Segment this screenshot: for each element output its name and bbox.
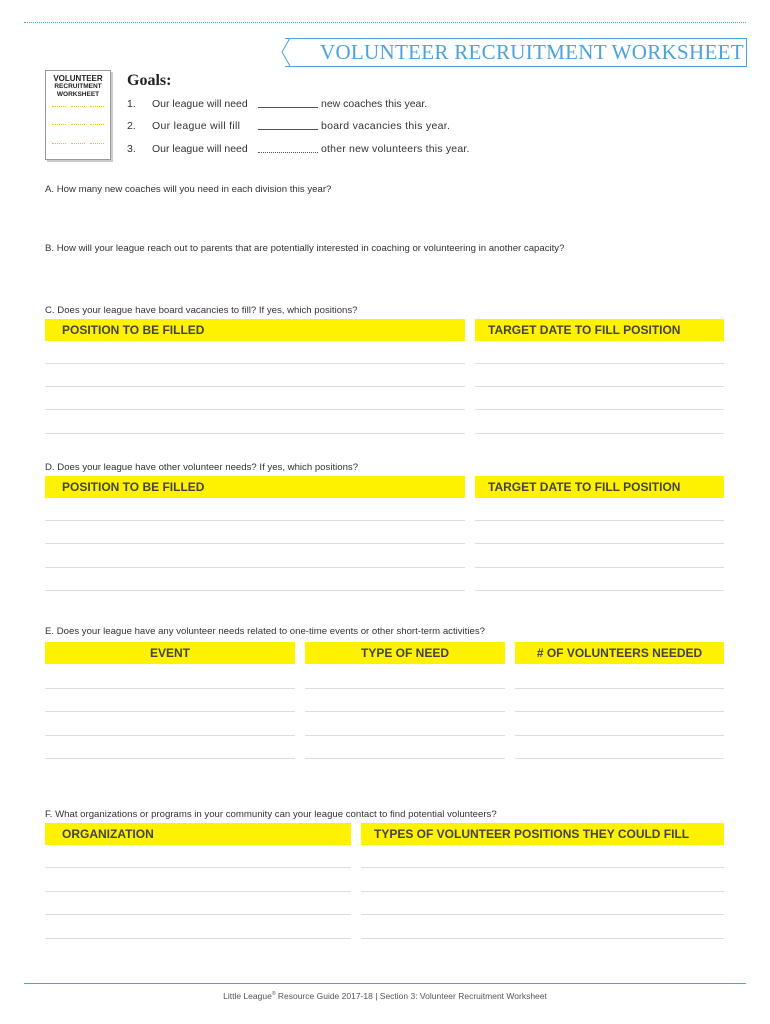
page-title: VOLUNTEER RECRUITMENT WORKSHEET <box>320 40 744 64</box>
question-f: F. What organizations or programs in your community can your league contact to find potential volunteers? <box>45 809 497 820</box>
table-f-row-line[interactable] <box>361 891 724 892</box>
table-c-row-line[interactable] <box>45 363 465 364</box>
footer-divider <box>24 983 746 984</box>
table-f-row-line[interactable] <box>45 867 351 868</box>
table-e-header-type-of-need: TYPE OF NEED <box>305 642 505 664</box>
table-d-row-line[interactable] <box>45 520 465 521</box>
table-e-row-line[interactable] <box>45 711 295 712</box>
table-e-row-line[interactable] <box>45 688 295 689</box>
goal-blank-field[interactable] <box>258 129 318 130</box>
table-c-header-position: POSITION TO BE FILLED <box>45 319 465 341</box>
table-e-row-line[interactable] <box>45 735 295 736</box>
table-f-header-position-types: TYPES OF VOLUNTEER POSITIONS THEY COULD FILL <box>361 823 724 845</box>
goal-text-after: other new volunteers this year. <box>321 143 470 155</box>
table-f-row-line[interactable] <box>361 938 724 939</box>
table-c-row-line[interactable] <box>475 409 724 410</box>
table-c-row-line[interactable] <box>475 433 724 434</box>
table-f-header-organization: ORGANIZATION <box>45 823 351 845</box>
table-e-header-volunteers-needed: # OF VOLUNTEERS NEEDED <box>515 642 724 664</box>
thumbnail-title-line3: WORKSHEET <box>56 91 100 98</box>
table-e-row-line[interactable] <box>305 758 505 759</box>
thumbnail-title-line1: VOLUNTEER <box>53 74 103 83</box>
table-d-row-line[interactable] <box>475 590 724 591</box>
table-c-header-target-date: TARGET DATE TO FILL POSITION <box>475 319 724 341</box>
table-e-row-line[interactable] <box>515 688 724 689</box>
page-footer <box>0 991 770 1001</box>
worksheet-thumbnail <box>45 70 111 160</box>
table-d-row-line[interactable] <box>45 590 465 591</box>
table-d-header-position: POSITION TO BE FILLED <box>45 476 465 498</box>
table-f-row-line[interactable] <box>45 938 351 939</box>
goal-text-before: Our league will need <box>152 143 248 155</box>
table-e-row-line[interactable] <box>305 735 505 736</box>
table-e-header-event: EVENT <box>45 642 295 664</box>
question-c: C. Does your league have board vacancies to fill? If yes, which positions? <box>45 305 358 316</box>
goal-text-before: Our league will need <box>152 98 248 110</box>
footer-brand: Little League <box>223 991 272 1001</box>
thumbnail-title-line2: RECRUITMENT <box>54 83 102 90</box>
table-c-row-line[interactable] <box>45 433 465 434</box>
goal-blank-field[interactable] <box>258 107 318 108</box>
table-d-row-line[interactable] <box>475 543 724 544</box>
table-e-row-line[interactable] <box>45 758 295 759</box>
question-d: D. Does your league have other volunteer needs? If yes, which positions? <box>45 462 359 473</box>
top-divider <box>24 22 746 23</box>
table-f-row-line[interactable] <box>45 891 351 892</box>
goal-blank-field[interactable] <box>258 152 318 153</box>
table-d-row-line[interactable] <box>45 567 465 568</box>
table-f-row-line[interactable] <box>361 914 724 915</box>
table-c-row-line[interactable] <box>45 386 465 387</box>
question-e: E. Does your league have any volunteer needs related to one-time events or other short-term activities? <box>45 626 485 637</box>
footer-text: Resource Guide 2017-18 | Section 3: Volunteer Recruitment Worksheet <box>275 991 547 1001</box>
goal-number: 3. <box>127 143 136 155</box>
table-e-row-line[interactable] <box>515 711 724 712</box>
table-e-row-line[interactable] <box>515 758 724 759</box>
table-e-row-line[interactable] <box>515 735 724 736</box>
table-c-row-line[interactable] <box>475 363 724 364</box>
table-e-row-line[interactable] <box>305 711 505 712</box>
table-d-header-target-date: TARGET DATE TO FILL POSITION <box>475 476 724 498</box>
goal-number: 1. <box>127 98 136 110</box>
question-a: A. How many new coaches will you need in each division this year? <box>45 184 332 195</box>
goal-number: 2. <box>127 120 136 132</box>
table-d-row-line[interactable] <box>45 543 465 544</box>
question-b: B. How will your league reach out to parents that are potentially interested in coaching or volunteering in another capacity? <box>45 243 565 254</box>
goal-text-after: new coaches this year. <box>321 98 428 110</box>
table-d-row-line[interactable] <box>475 520 724 521</box>
table-f-row-line[interactable] <box>45 914 351 915</box>
table-c-row-line[interactable] <box>475 386 724 387</box>
table-c-row-line[interactable] <box>45 409 465 410</box>
table-f-row-line[interactable] <box>361 867 724 868</box>
goal-text-after: board vacancies this year. <box>321 120 451 132</box>
goal-text-before: Our league will fill <box>152 120 241 132</box>
goals-heading: Goals: <box>127 72 172 89</box>
table-e-row-line[interactable] <box>305 688 505 689</box>
table-d-row-line[interactable] <box>475 567 724 568</box>
footer-registered-mark: ® <box>271 991 276 998</box>
